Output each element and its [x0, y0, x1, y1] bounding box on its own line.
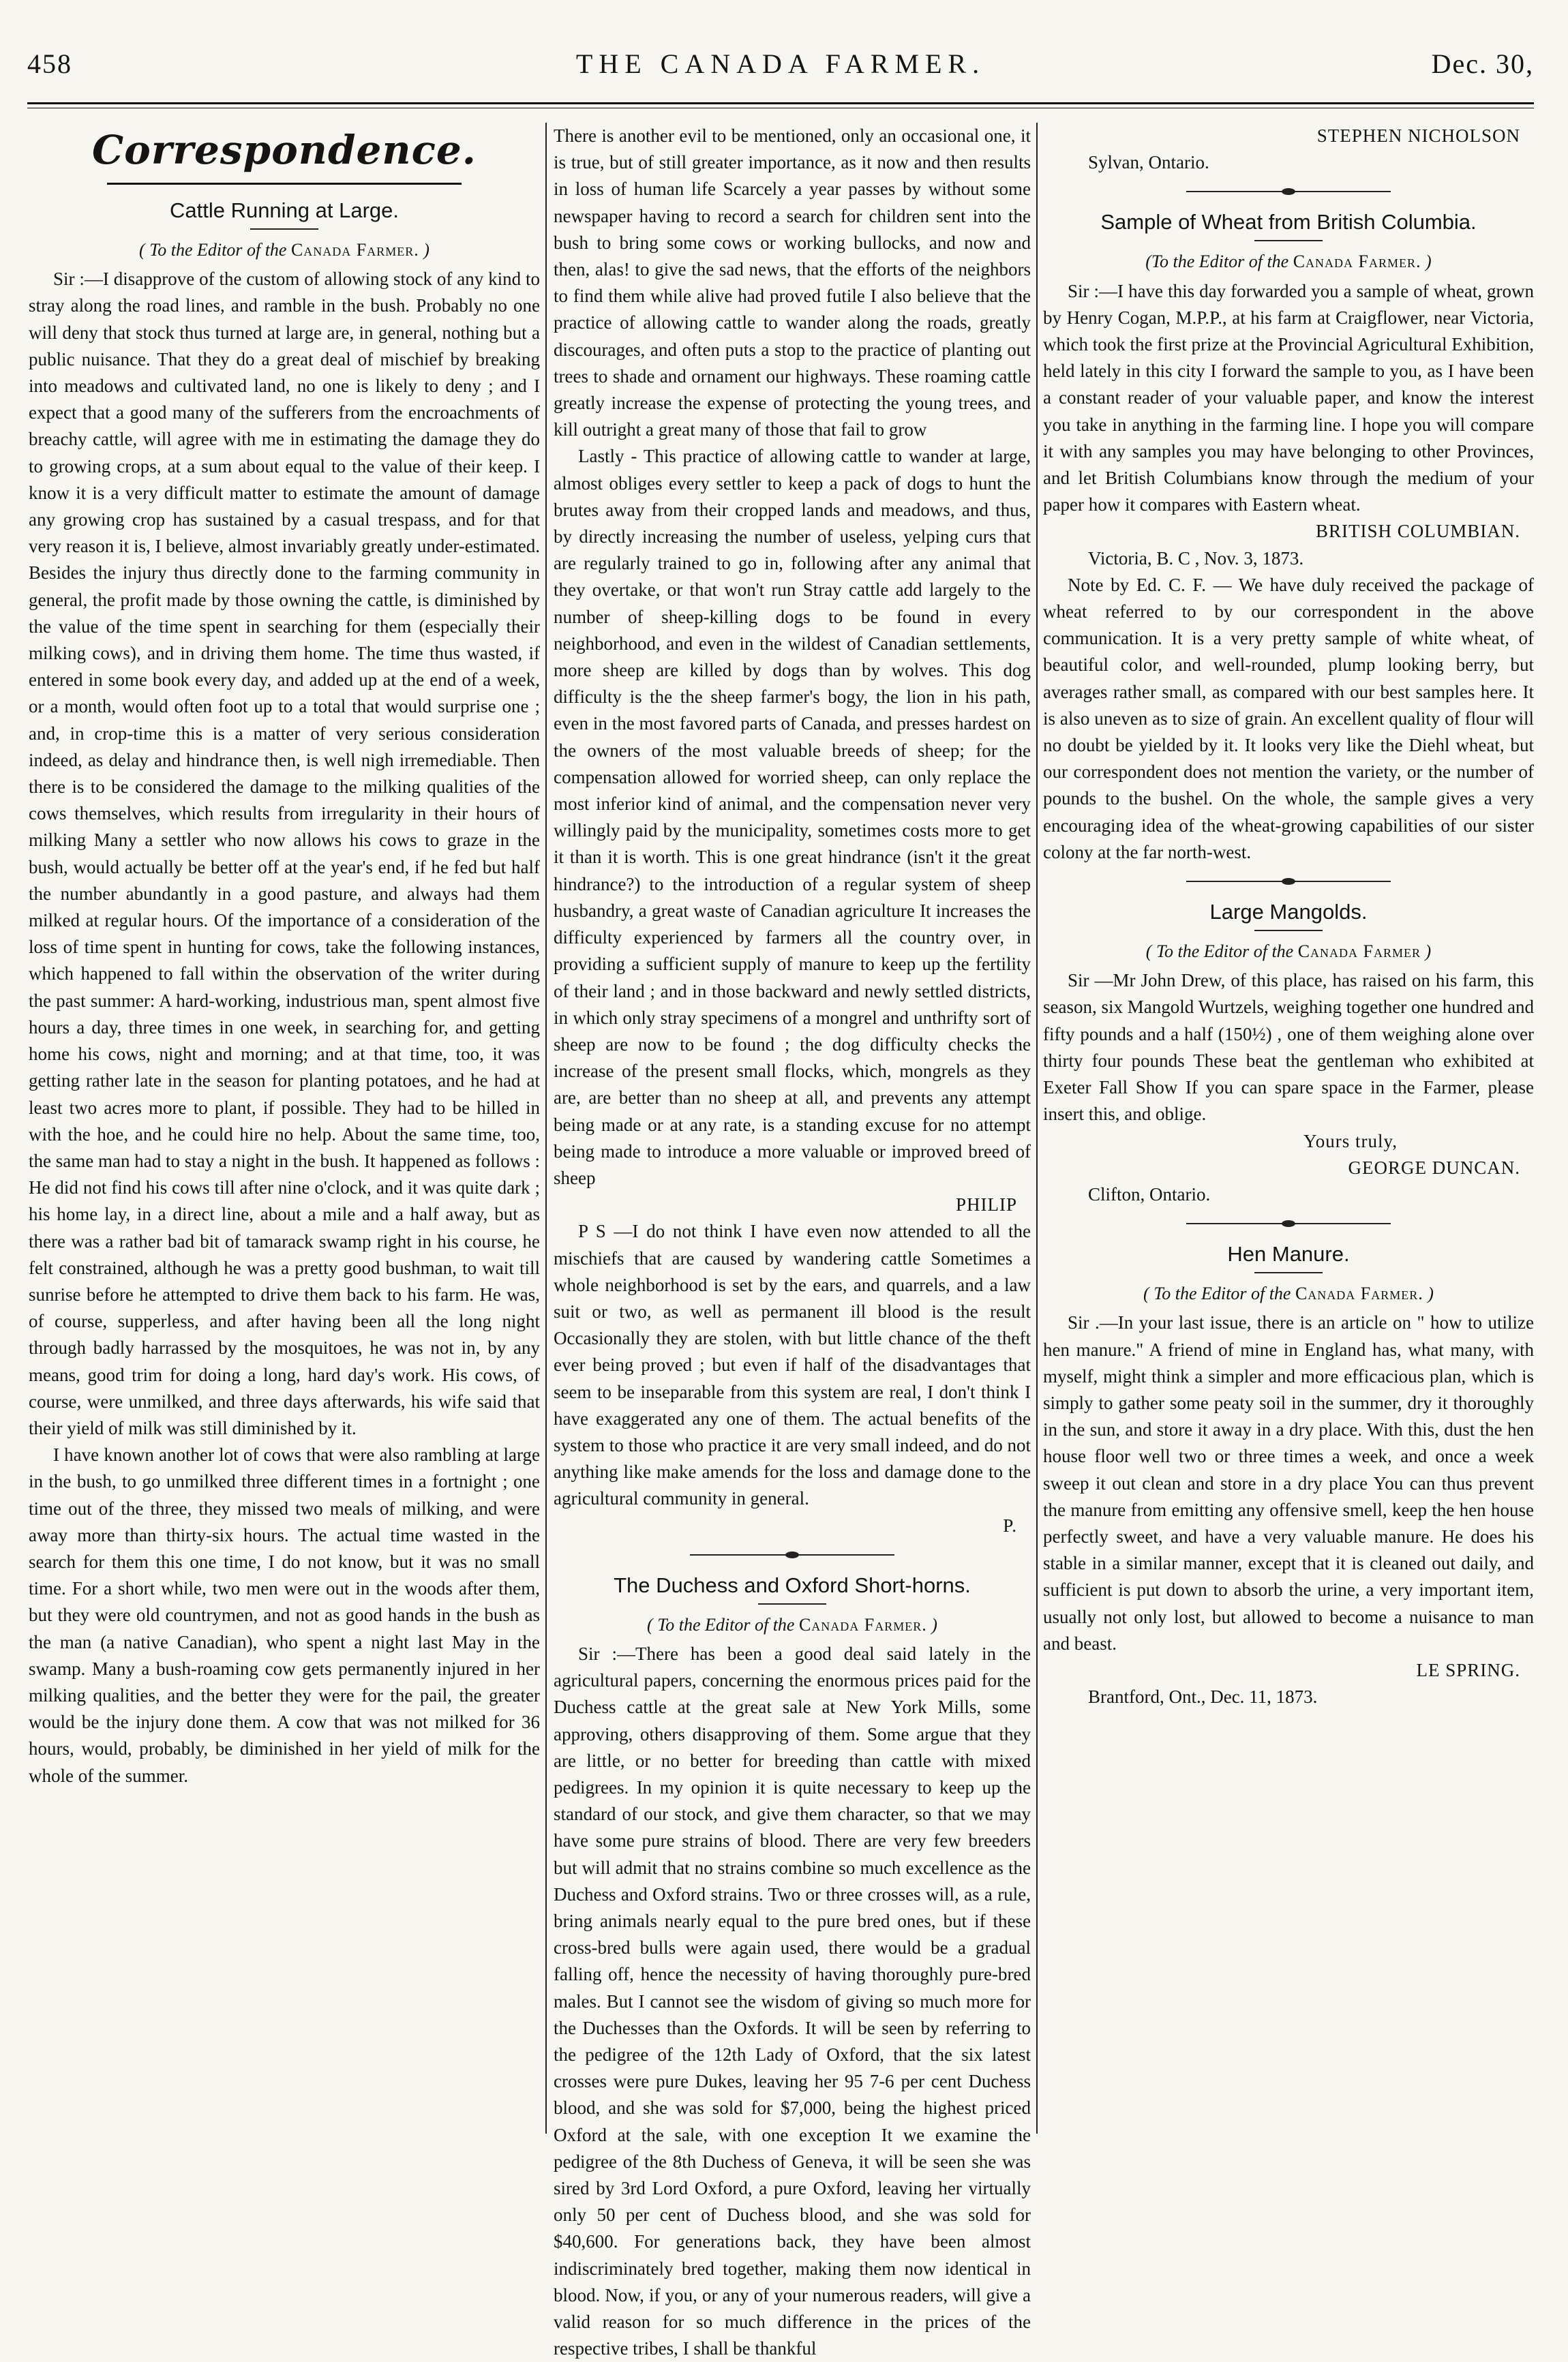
- to-editor-line: ( To the Editor of the Canada Farmer. ): [647, 1614, 937, 1635]
- article-separator: [1186, 881, 1391, 888]
- article-paragraph: Sir :—I disapprove of the custom of allowing stock of any kind to stray along the road lines, and ramble in the bush. Probably no one will deny that stock thus turned at large are, in general, nothing but a public nuisance. That they do a great deal of mischief by breaking into meadows and cultivated land, no one is likely to deny ; and I expect that a good many of the sufferers from the encroachments of breachy cattle, will agree with me in estimating the damage they do to growing crops, at a sum about equal to the value of their keep. I know it is a very difficult matter to estimate the amount of damage any growing crop has sustained by a casual trespass, and for that very reason it is, I believe, almost invariably greatly under-estimated. Besides the injury thus directly done to the farming community in general, the profit made by those owning the cattle, is diminished by the value of the time spent in searching for them (especially their milking cows), and in driving them home. The time thus wasted, if entered in some book every day, and added up at the end of a week, or a month, would often foot up to a total that would surprise one ; and, in crop-time this is a matter of very serious consideration indeed, as delay and hindrance then, is well nigh irremediable. Then there is to be considered the damage to the milking qualities of the cows themselves, which results from irregularity in their hours of milking Many a settler who now allows his cows to graze in the bush, would actually be better off at the year's end, if he fed but half the number abundantly in a good pasture, and always had them milked at regular hours. Of the importance of a consideration of the loss of time spent in hunting for cows, take the following instances, which happened to fall within the observation of the writer during the past summer: A hard-working, industrious man, spent almost five hours a day, three times in one week, in searching for, and getting home his cows, night and morning; and at that time, too, it was getting rather late in the season for planting potatoes, and he had at least two acres more to plant, if possible. They had to be hilled in with the hoe, and he could hire no help. About the same time, too, the same man had to stay a night in the bush. It happened as follows : He did not find his cows till after nine o'clock, and it was quite dark ; his home lay, in a direct line, about a mile and a half away, but as there was a rather bad bit of tamarack swamp right in his course, he felt constrained, although he was a pretty good bushman, to wait till sunrise before he attempted to drive them back to his farm. He was, of course, supperless, and after having been all the long night through badly harrassed by the mosquitoes, he was not in, by any means, good trim for doing a long, hard day's work. His cows, of course, were unmilked, and three days afterwards, his wife said that their yield of milk was still diminished by it.: [29, 269, 540, 1438]
- newspaper-title: THE CANADA FARMER.: [575, 48, 986, 79]
- column-divider: [545, 123, 547, 2134]
- editor-note: Note by Ed. C. F. — We have duly received the package of wheat referred to by our correspondent in the above communication. It is a very pretty sample of white wheat, of beautiful color, and well-rounded, plump looking berry, but averages rather small, as compared with our best samples here. It is also uneven as to size of grain. An excellent quality of flour will no doubt be yielded by it. It looks very like the Diehl wheat, but our correspondent does not mention the variety, or the number of pounds to the bushel. On the whole, the sample gives a very encouraging idea of the wheat-growing capabilities of our sister colony at the far north-west.: [1043, 574, 1534, 862]
- article-title-duchess: The Duchess and Oxford Short-horns.: [614, 1573, 971, 1597]
- column-3: [1043, 123, 1534, 2127]
- page-number: 458: [27, 48, 72, 79]
- department-rule: [107, 183, 462, 185]
- article-separator: [690, 1554, 894, 1561]
- title-rule: [758, 1603, 826, 1605]
- article-paragraph: Sir :—I have this day forwarded you a sample of wheat, grown by Henry Cogan, M.P.P., at his farm at Craigflower, near Victoria, which took the first prize at the Provincial Agricultural Exhibition, held lately in this city I forward the sample to you, as I have been a constant reader of your valuable paper, and know the interest you take in anything in the farming line. I hope you will compare it with any samples you may have belonging to other Provinces, and let British Columbians know through the medium of your paper how it compares with Eastern wheat.: [1043, 280, 1534, 515]
- title-rule: [1254, 1272, 1323, 1273]
- department-heading: Correspondence.: [92, 127, 477, 173]
- signature: BRITISH COLUMBIAN.: [1315, 521, 1520, 542]
- signature: P.: [1003, 1515, 1017, 1536]
- to-editor-line: ( To the Editor of the Canada Farmer. ): [139, 240, 429, 260]
- article-paragraph: Sir :—There has been a good deal said lately in the agricultural papers, concerning the enormous prices paid for the Duchess cattle at the great sale at New York Mills, some approving, others disapproving of them. Some argue that they are little, or no better for breeding than cattle with mixed pedigrees. In my opinion it is quite necessary to keep up the standard of our stock, and give them character, so that we may have some pure strains of blood. There are very few breeders but will admit that no strains combine so much excellence as the Duchess and Oxford strains. Two or three crosses will, as a rule, bring animals nearly equal to the pure bred ones, but if these cross-bred bulls were again used, there would be a gradual falling off, hence the necessity of having thoroughly pure-bred males. But I cannot see the wisdom of giving so much more for the Duchesses than the Oxfords. It will be seen by referring to the pedigree of the 12th Lady of Oxford, that the six latest crosses were pure Dukes, leaving her 95 7-6 per cent Duchess blood, and she was sold for $7,000, being the highest priced Oxford at the sale, with one exception It we examine the pedigree of the 8th Duchess of Geneva, it will be seen she was sired by 3rd Lord Oxford, a pure Oxford, leaving her virtually only 50 per cent of Duchess blood, and she was sold for $40,600. For generations back, they have been almost indiscriminately bred together, making them now identical in blood. Now, if you, or any of your numerous readers, will give a valid reason for so much difference in the prices of the respective tribes, I shall be thankful: [554, 1643, 1031, 2359]
- place-line: Brantford, Ont., Dec. 11, 1873.: [1088, 1686, 1318, 1708]
- article-separator: [1186, 1223, 1391, 1230]
- article-paragraph: Lastly - This practice of allowing cattle to wander at large, almost obliges every settler to keep a pack of dogs to hunt the brutes away from their cropped lands and meadows, and thus, by directly increasing the number of useless, yelping curs that are regularly trained to go in, following after any animal that they overtake, or that won't run Stray cattle add largely to the number of sheep-killing dogs to be found in every neighborhood, and even in the wildest of Canadian settlements, more sheep are killed by dogs than by wolves. This dog difficulty is the the sheep farmer's bogy, the lion in his path, even in the most favored parts of Canada, and presses hardest on the owners of the most valuable breeds of sheep; for the compensation allowed for worried sheep, can only replace the most inferior kind of animal, and the compensation never very willingly paid by the municipality, sometimes costs more to get it than it is worth. This is one great hindrance (isn't it the great hindrance?) to the introduction of a regular system of sheep husbandry, a great waste of Canadian agriculture It increases the difficulty experienced by farmers all the country over, in providing a sufficient supply of manure to keep up the fertility of their land ; and in those backward and newly settled districts, in which only stray specimens of a mongrel and unthrifty sort of sheep are now to be found ; the dog difficulty checks the increase of the present small flocks, which, mongrels as they are, are better than no sheep at all, and prevents any attempt being made or at any rate, is a standing excuse for no attempt being made to introduce a more valuable or improved breed of sheep: [554, 446, 1031, 1188]
- article-paragraph: I have known another lot of cows that were also rambling at large in the bush, to go unmilked three different times in a fortnight ; one time out of the three, they missed two meals of milking, and were away more than thirty-six hours. The actual time wasted in the search for them this one time, I do not know, but it was no small time. For a short while, two men were out in the woods after them, but they were old countrymen, and not as good hands in the bush as the man (a native Canadian), who spent a night last May in the swamp. Many a bush-roaming cow gets permanently injured in her milking qualities, and the better they were for the pail, the greater would be the injury done them. A cow that was not milked for 36 hours, would, probably, be diminished in her yield of milk for the whole of the summer.: [29, 1444, 540, 1786]
- to-editor-line: (To the Editor of the Canada Farmer. ): [1145, 252, 1432, 272]
- column-2: [554, 123, 1031, 2359]
- place-line: Sylvan, Ontario.: [1088, 152, 1209, 173]
- place-line: Clifton, Ontario.: [1088, 1183, 1211, 1205]
- header-rule: [27, 102, 1534, 104]
- closing-line: Yours truly,: [1303, 1130, 1398, 1151]
- postscript: P S —I do not think I have even now attended to all the mischiefs that are caused by wandering cattle Sometimes a whole neighborhood is set by the ears, and quarrels, and a law suit or two, as well as permanent ill blood is the result Occasionally they are stolen, with but little chance of the theft ever being proved ; but even if half of the disadvantages that seem to be inseparable from this system are real, I don't think I have exaggerated any one of them. The actual benefits of the system to those who practice it are very small indeed, and do not anything like make amends for the loss and damage done to the agricultural community in general.: [554, 1221, 1031, 1509]
- to-editor-line: ( To the Editor of the Canada Farmer ): [1145, 941, 1432, 962]
- article-separator: [1186, 191, 1391, 198]
- signature: GEORGE DUNCAN.: [1348, 1157, 1520, 1178]
- article-title-cattle: Cattle Running at Large.: [169, 198, 399, 222]
- place-line: Victoria, B. C , Nov. 3, 1873.: [1088, 547, 1304, 569]
- signature: LE SPRING.: [1416, 1659, 1520, 1680]
- column-divider: [1036, 123, 1038, 2134]
- to-editor-line: ( To the Editor of the Canada Farmer. ): [1143, 1284, 1434, 1304]
- article-title-mangolds: Large Mangolds.: [1209, 900, 1368, 924]
- title-rule: [1254, 930, 1323, 931]
- page-header: [27, 48, 1534, 89]
- article-paragraph: Sir —Mr John Drew, of this place, has raised on his farm, this season, six Mangold Wurtzels, weighing together one hundred and fifty pounds and a half (150½) , one of them weighing alone over thirty four pounds These beat the gentleman who exhibited at Exeter Fall Show If you can spare space in the Farmer, please insert this, and oblige.: [1043, 970, 1534, 1125]
- title-rule: [1254, 240, 1323, 241]
- issue-date: Dec. 30,: [1431, 48, 1534, 79]
- column-1: [29, 123, 540, 2127]
- title-rule: [250, 228, 318, 230]
- article-paragraph: There is another evil to be mentioned, only an occasional one, it is true, but of still greater importance, as it now and then results in loss of human life Scarcely a year passes by without some newspaper having to record a search for children sent into the bush to bring some cows or working bullocks, and now and then, alas! to give the sad news, that the efforts of the neighbors to find them while alive had proved futile I also believe that the practice of allowing cattle to wander along the roads, greatly discourages, and often puts a stop to the practice of planting out trees to shade and ornament our highways. These roaming cattle greatly increase the expense of protecting the young trees, and kill outright a great many of those that fail to grow: [554, 125, 1031, 440]
- article-title-wheat: Sample of Wheat from British Columbia.: [1100, 210, 1477, 234]
- article-title-hen: Hen Manure.: [1227, 1242, 1350, 1267]
- signature: PHILIP: [955, 1194, 1017, 1215]
- article-paragraph: Sir .—In your last issue, there is an article on " how to utilize hen manure." A friend of mine in England has, what many, with myself, might think a simpler and more efficacious plan, which is simply to gather some peaty soil in the summer, dry it thoroughly in the sun, and store it away in a dry place. With this, dust the hen house floor well two or three times a week, and once a week sweep it out clean and store in a dry place You can thus prevent the manure from emitting any offensive smell, keep the hen house perfectly sweet, and have a very valuable manure. He does his stable in a similar manner, except that it is cleaned out daily, and sufficient is put down to absorb the urine, a very important item, usually not only lost, but allowed to become a nuisance to man and beast.: [1043, 1312, 1534, 1654]
- signature: STEPHEN NICHOLSON: [1316, 125, 1520, 146]
